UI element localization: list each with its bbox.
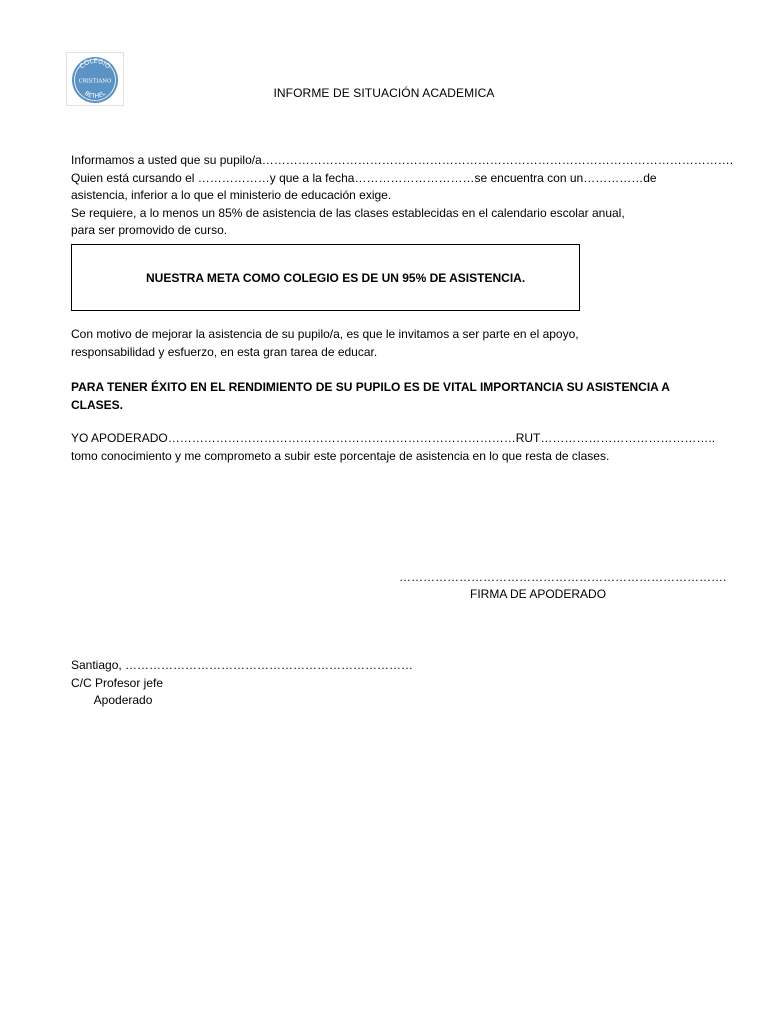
logo-text-bottom: BETHEL	[83, 89, 107, 101]
intro-line-5: para ser promovido de curso.	[71, 223, 228, 237]
intro-line-3: asistencia, inferior a lo que el ministerio de educación exige.	[71, 188, 392, 202]
signature-label: FIRMA DE APODERADO	[470, 587, 607, 601]
closing-place-date: Santiago, ………………………………………………………………	[71, 658, 414, 672]
commitment-line-1: YO APODERADO……………………………………………………………………………RUT……………………………………..	[71, 431, 716, 445]
intro-line-2: Quien está cursando el ………………y que a la fecha…………………………se encuentra con un……………de	[71, 170, 657, 185]
closing-cc-teacher: C/C Profesor jefe	[71, 675, 164, 690]
importance-line-2: CLASES.	[71, 397, 124, 412]
document-title: INFORME DE SITUACIÓN ACADEMICA	[273, 86, 495, 100]
commitment-line-2: tomo conocimiento y me comprometo a subir este porcentaje de asistencia en lo que resta de clases.	[71, 448, 610, 463]
intro-line-4: Se requiere, a lo menos un 85% de asistencia de las clases establecidas en el calendario escolar anual,	[71, 205, 625, 220]
signature-line: ……………………………………………………………………….	[399, 570, 727, 584]
closing-cc-guardian: Apoderado	[71, 693, 153, 707]
logo-text-top: COLEGIO	[77, 56, 113, 71]
intro-line-1: Informamos a usted que su pupilo/a……………………………………………………………………………………………………….	[71, 153, 734, 167]
goal-box	[71, 244, 580, 311]
motive-line-1: Con motivo de mejorar la asistencia de su pupilo/a, es que le invitamos a ser parte en el apoyo,	[71, 327, 579, 341]
motive-line-2: responsabilidad y esfuerzo, en esta gran tarea de educar.	[71, 344, 378, 359]
importance-line-1: PARA TENER ÉXITO EN EL RENDIMIENTO DE SU PUPILO ES DE VITAL IMPORTANCIA SU ASISTENCIA A	[71, 380, 670, 394]
goal-statement: NUESTRA META COMO COLEGIO ES DE UN 95% DE ASISTENCIA.	[146, 271, 526, 285]
logo-text-middle: CRISTIANO	[78, 78, 112, 85]
